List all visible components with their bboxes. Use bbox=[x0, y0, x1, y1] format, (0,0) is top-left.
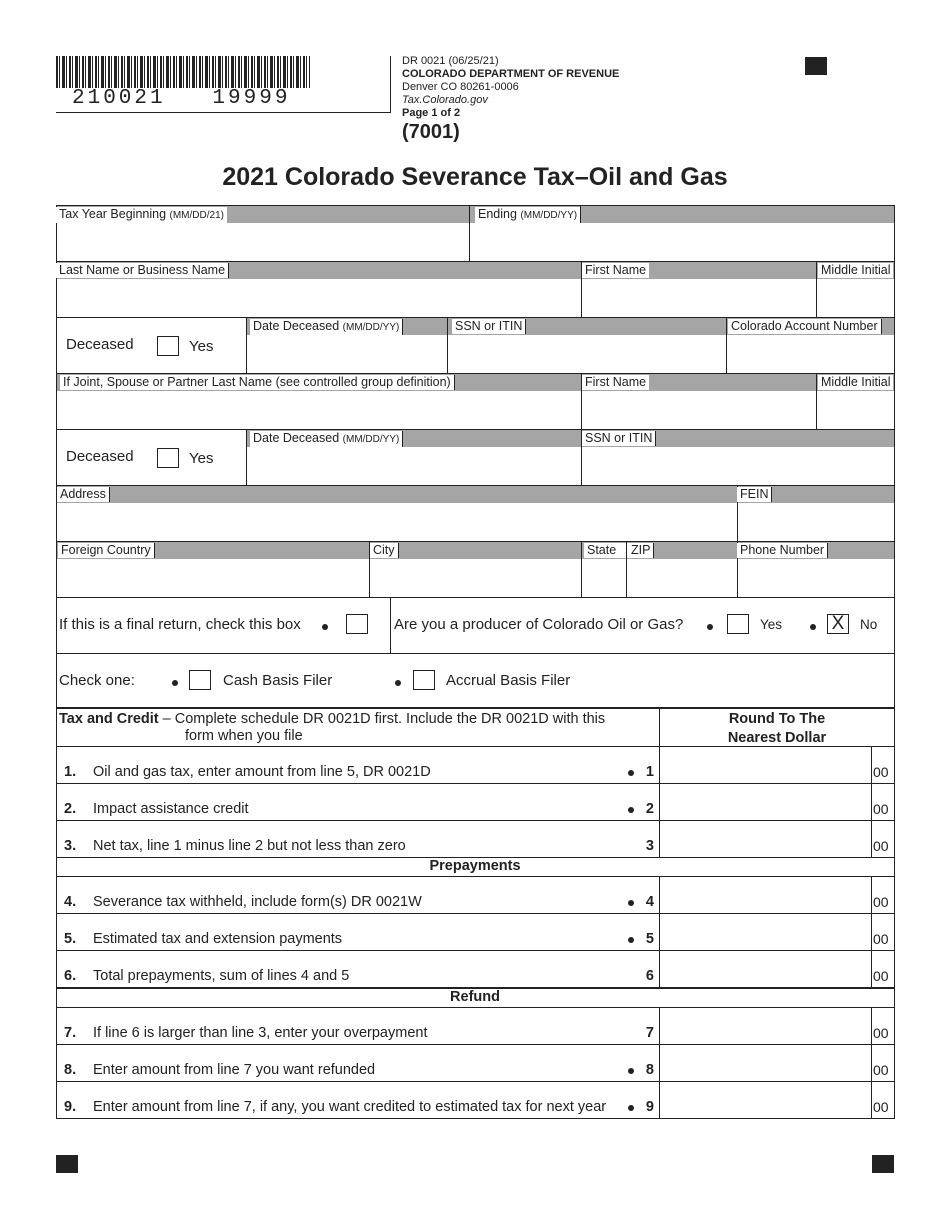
page-title: 2021 Colorado Severance Tax–Oil and Gas bbox=[222, 163, 728, 191]
cash-basis-label: Cash Basis Filer bbox=[223, 672, 333, 689]
round-dollar-heading: Round To The Nearest Dollar bbox=[727, 711, 827, 746]
spouse-first-name-label: First Name bbox=[582, 375, 649, 390]
line-description: Severance tax withheld, include form(s) DR 0021W bbox=[93, 894, 422, 910]
tax-year-beginning-field[interactable] bbox=[58, 225, 466, 259]
accrual-basis-label: Accrual Basis Filer bbox=[446, 672, 571, 689]
tax-year-beginning-label: Tax Year Beginning (MM/DD/21) bbox=[56, 207, 227, 223]
bullet-icon bbox=[172, 680, 178, 686]
cents-label: 00 bbox=[873, 931, 889, 947]
last-name-label: Last Name or Business Name bbox=[56, 263, 229, 278]
fein-label: FEIN bbox=[737, 487, 772, 502]
first-name-label: First Name bbox=[582, 263, 649, 278]
check-one-label: Check one: bbox=[59, 672, 135, 689]
spouse-middle-initial-field[interactable] bbox=[819, 393, 893, 427]
middle-initial-field[interactable] bbox=[819, 281, 893, 315]
bullet-icon bbox=[707, 624, 713, 630]
divider bbox=[871, 950, 872, 987]
divider bbox=[659, 876, 660, 913]
divider bbox=[56, 597, 895, 598]
cents-label: 00 bbox=[873, 764, 889, 780]
line-reference-number: 1 bbox=[645, 764, 654, 780]
registration-mark bbox=[805, 57, 827, 75]
divider bbox=[581, 541, 582, 597]
divider bbox=[56, 653, 895, 654]
divider bbox=[871, 820, 872, 857]
producer-question-label: Are you a producer of Colorado Oil or Gas? bbox=[394, 616, 684, 633]
divider bbox=[726, 317, 727, 373]
divider bbox=[56, 1007, 895, 1008]
city-field[interactable] bbox=[372, 561, 578, 595]
department: COLORADO DEPARTMENT OF REVENUE bbox=[402, 68, 620, 80]
producer-yes-checkbox[interactable] bbox=[727, 614, 749, 634]
divider bbox=[447, 317, 448, 373]
zip-label: ZIP bbox=[628, 543, 654, 558]
divider bbox=[871, 1044, 872, 1081]
divider bbox=[626, 541, 627, 597]
cents-label: 00 bbox=[873, 1025, 889, 1041]
cents-label: 00 bbox=[873, 801, 889, 817]
middle-initial-label: Middle Initial bbox=[818, 263, 893, 278]
spouse-date-deceased-label: Date Deceased (MM/DD/YY) bbox=[250, 431, 403, 447]
form-id: DR 0021 (06/25/21) bbox=[402, 55, 499, 67]
line-description: Impact assistance credit bbox=[93, 801, 249, 817]
divider bbox=[56, 783, 895, 784]
line-description: Enter amount from line 7, if any, you want credited to estimated tax for next year bbox=[93, 1099, 607, 1115]
divider bbox=[871, 876, 872, 913]
state-label: State bbox=[584, 543, 628, 558]
fein-field[interactable] bbox=[740, 505, 893, 539]
divider bbox=[56, 820, 895, 821]
divider bbox=[659, 1007, 660, 1044]
deceased-yes-label: Yes bbox=[189, 338, 214, 355]
divider bbox=[871, 1007, 872, 1044]
line-reference-number: 2 bbox=[645, 801, 654, 817]
date-deceased-field[interactable] bbox=[249, 337, 444, 371]
line-reference-number: 3 bbox=[645, 838, 654, 854]
line-reference-number: 6 bbox=[645, 968, 654, 984]
line-number: 6. bbox=[64, 968, 77, 984]
line-5-amount-field[interactable] bbox=[661, 915, 869, 948]
registration-mark bbox=[872, 1155, 894, 1173]
line-2-amount-field[interactable] bbox=[661, 785, 869, 818]
bullet-icon bbox=[628, 900, 634, 906]
spouse-first-name-field[interactable] bbox=[584, 393, 814, 427]
producer-yes-label: Yes bbox=[760, 617, 783, 632]
ssn-itin-label: SSN or ITIN bbox=[452, 319, 526, 334]
divider bbox=[390, 597, 391, 653]
divider bbox=[56, 913, 895, 914]
first-name-field[interactable] bbox=[584, 281, 814, 315]
divider bbox=[581, 261, 582, 317]
divider bbox=[659, 746, 660, 783]
divider bbox=[469, 205, 470, 261]
cents-label: 00 bbox=[873, 894, 889, 910]
department-address: Denver CO 80261-0006 bbox=[402, 81, 519, 93]
divider bbox=[659, 820, 660, 857]
foreign-country-field[interactable] bbox=[58, 561, 366, 595]
barcode-number: 210021 19999 bbox=[72, 87, 291, 110]
divider bbox=[56, 1081, 895, 1082]
ending-label: Ending (MM/DD/YY) bbox=[475, 207, 580, 223]
cash-basis-checkbox[interactable] bbox=[189, 670, 211, 690]
line-reference-number: 8 bbox=[645, 1062, 654, 1078]
line-number: 7. bbox=[64, 1025, 77, 1041]
line-number: 1. bbox=[64, 764, 77, 780]
bullet-icon bbox=[322, 624, 328, 630]
divider bbox=[246, 317, 247, 373]
divider bbox=[580, 205, 581, 223]
bullet-icon bbox=[628, 770, 634, 776]
deceased-label: Deceased bbox=[66, 336, 134, 353]
line-description: Total prepayments, sum of lines 4 and 5 bbox=[93, 968, 350, 984]
spouse-ssn-itin-label: SSN or ITIN bbox=[582, 431, 656, 446]
divider bbox=[56, 1118, 895, 1119]
colorado-account-label: Colorado Account Number bbox=[728, 319, 882, 334]
line-number: 3. bbox=[64, 838, 77, 854]
spouse-deceased-label: Deceased bbox=[66, 448, 134, 465]
registration-mark bbox=[56, 1155, 78, 1173]
website: Tax.Colorado.gov bbox=[402, 94, 488, 106]
accrual-basis-checkbox[interactable] bbox=[413, 670, 435, 690]
cents-label: 00 bbox=[873, 838, 889, 854]
line-reference-number: 5 bbox=[645, 931, 654, 947]
bullet-icon bbox=[628, 1105, 634, 1111]
divider bbox=[56, 1044, 895, 1045]
divider bbox=[871, 746, 872, 783]
check-mark-icon: X bbox=[831, 613, 845, 634]
divider bbox=[871, 1081, 872, 1118]
divider bbox=[246, 429, 247, 485]
barcode bbox=[56, 56, 310, 88]
line-9-amount-field[interactable] bbox=[661, 1083, 869, 1116]
producer-no-label: No bbox=[860, 617, 878, 632]
line-description: Enter amount from line 7 you want refunded bbox=[93, 1062, 376, 1078]
divider bbox=[659, 708, 660, 746]
ending-field[interactable] bbox=[472, 225, 892, 259]
divider bbox=[56, 876, 895, 877]
divider bbox=[659, 1044, 660, 1081]
divider bbox=[581, 373, 582, 429]
cents-label: 00 bbox=[873, 968, 889, 984]
bullet-icon bbox=[810, 624, 816, 630]
line-6-amount-field[interactable] bbox=[661, 952, 869, 985]
producer-no-checkbox[interactable] bbox=[827, 614, 849, 634]
line-description: Estimated tax and extension payments bbox=[93, 931, 343, 947]
divider bbox=[659, 1081, 660, 1118]
address-field[interactable] bbox=[58, 505, 734, 539]
form-code: (7001) bbox=[402, 121, 460, 143]
divider bbox=[659, 913, 660, 950]
line-8-amount-field[interactable] bbox=[661, 1046, 869, 1079]
line-number: 8. bbox=[64, 1062, 77, 1078]
divider bbox=[56, 950, 895, 951]
final-return-checkbox[interactable] bbox=[346, 614, 368, 634]
divider bbox=[871, 783, 872, 820]
phone-number-label: Phone Number bbox=[737, 543, 828, 558]
line-number: 5. bbox=[64, 931, 77, 947]
phone-number-field[interactable] bbox=[740, 561, 893, 595]
line-reference-number: 9 bbox=[645, 1099, 654, 1115]
divider bbox=[390, 56, 391, 113]
spouse-last-name-label: If Joint, Spouse or Partner Last Name (see controlled group definition) bbox=[60, 375, 455, 390]
tax-credit-heading: Tax and Credit – Complete schedule DR 0021D first. Include the DR 0021D with this form when you file bbox=[59, 711, 606, 744]
bullet-icon bbox=[628, 937, 634, 943]
prepayments-heading: Prepayments bbox=[429, 858, 521, 874]
cents-label: 00 bbox=[873, 1062, 889, 1078]
bullet-icon bbox=[395, 680, 401, 686]
refund-heading: Refund bbox=[450, 989, 500, 1005]
line-number: 9. bbox=[64, 1099, 77, 1115]
spouse-deceased-checkbox[interactable] bbox=[157, 448, 179, 468]
line-number: 4. bbox=[64, 894, 77, 910]
line-4-amount-field[interactable] bbox=[661, 878, 869, 911]
divider bbox=[56, 746, 895, 747]
divider bbox=[659, 783, 660, 820]
spouse-middle-initial-label: Middle Initial bbox=[818, 375, 893, 390]
bullet-icon bbox=[628, 807, 634, 813]
bullet-icon bbox=[628, 1068, 634, 1074]
line-reference-number: 7 bbox=[645, 1025, 654, 1041]
spouse-ssn-itin-field[interactable] bbox=[584, 449, 893, 483]
address-label: Address bbox=[57, 487, 110, 502]
line-description: If line 6 is larger than line 3, enter your overpayment bbox=[93, 1025, 428, 1041]
final-return-label: If this is a final return, check this box bbox=[59, 616, 301, 633]
line-7-amount-field[interactable] bbox=[661, 1009, 869, 1042]
line-reference-number: 4 bbox=[645, 894, 654, 910]
spouse-deceased-yes-label: Yes bbox=[189, 450, 214, 467]
deceased-checkbox[interactable] bbox=[157, 336, 179, 356]
zip-field[interactable] bbox=[629, 561, 735, 595]
line-3-amount-field[interactable] bbox=[661, 822, 869, 855]
line-description: Net tax, line 1 minus line 2 but not less than zero bbox=[93, 838, 406, 854]
line-description: Oil and gas tax, enter amount from line 5, DR 0021D bbox=[93, 764, 431, 780]
colorado-account-field[interactable] bbox=[729, 337, 893, 371]
line-number: 2. bbox=[64, 801, 77, 817]
page-number: Page 1 of 2 bbox=[402, 107, 461, 119]
line-1-amount-field[interactable] bbox=[661, 748, 869, 781]
last-name-field[interactable] bbox=[58, 281, 578, 315]
divider bbox=[871, 913, 872, 950]
divider bbox=[659, 950, 660, 987]
divider bbox=[816, 373, 817, 429]
date-deceased-label: Date Deceased (MM/DD/YY) bbox=[250, 319, 403, 335]
divider bbox=[816, 261, 817, 317]
city-label: City bbox=[370, 543, 399, 558]
divider bbox=[56, 112, 390, 113]
spouse-date-deceased-field[interactable] bbox=[249, 449, 578, 483]
ssn-itin-field[interactable] bbox=[450, 337, 723, 371]
foreign-country-label: Foreign Country bbox=[58, 543, 155, 558]
cents-label: 00 bbox=[873, 1099, 889, 1115]
state-field[interactable] bbox=[584, 561, 624, 595]
spouse-last-name-field[interactable] bbox=[58, 393, 578, 427]
